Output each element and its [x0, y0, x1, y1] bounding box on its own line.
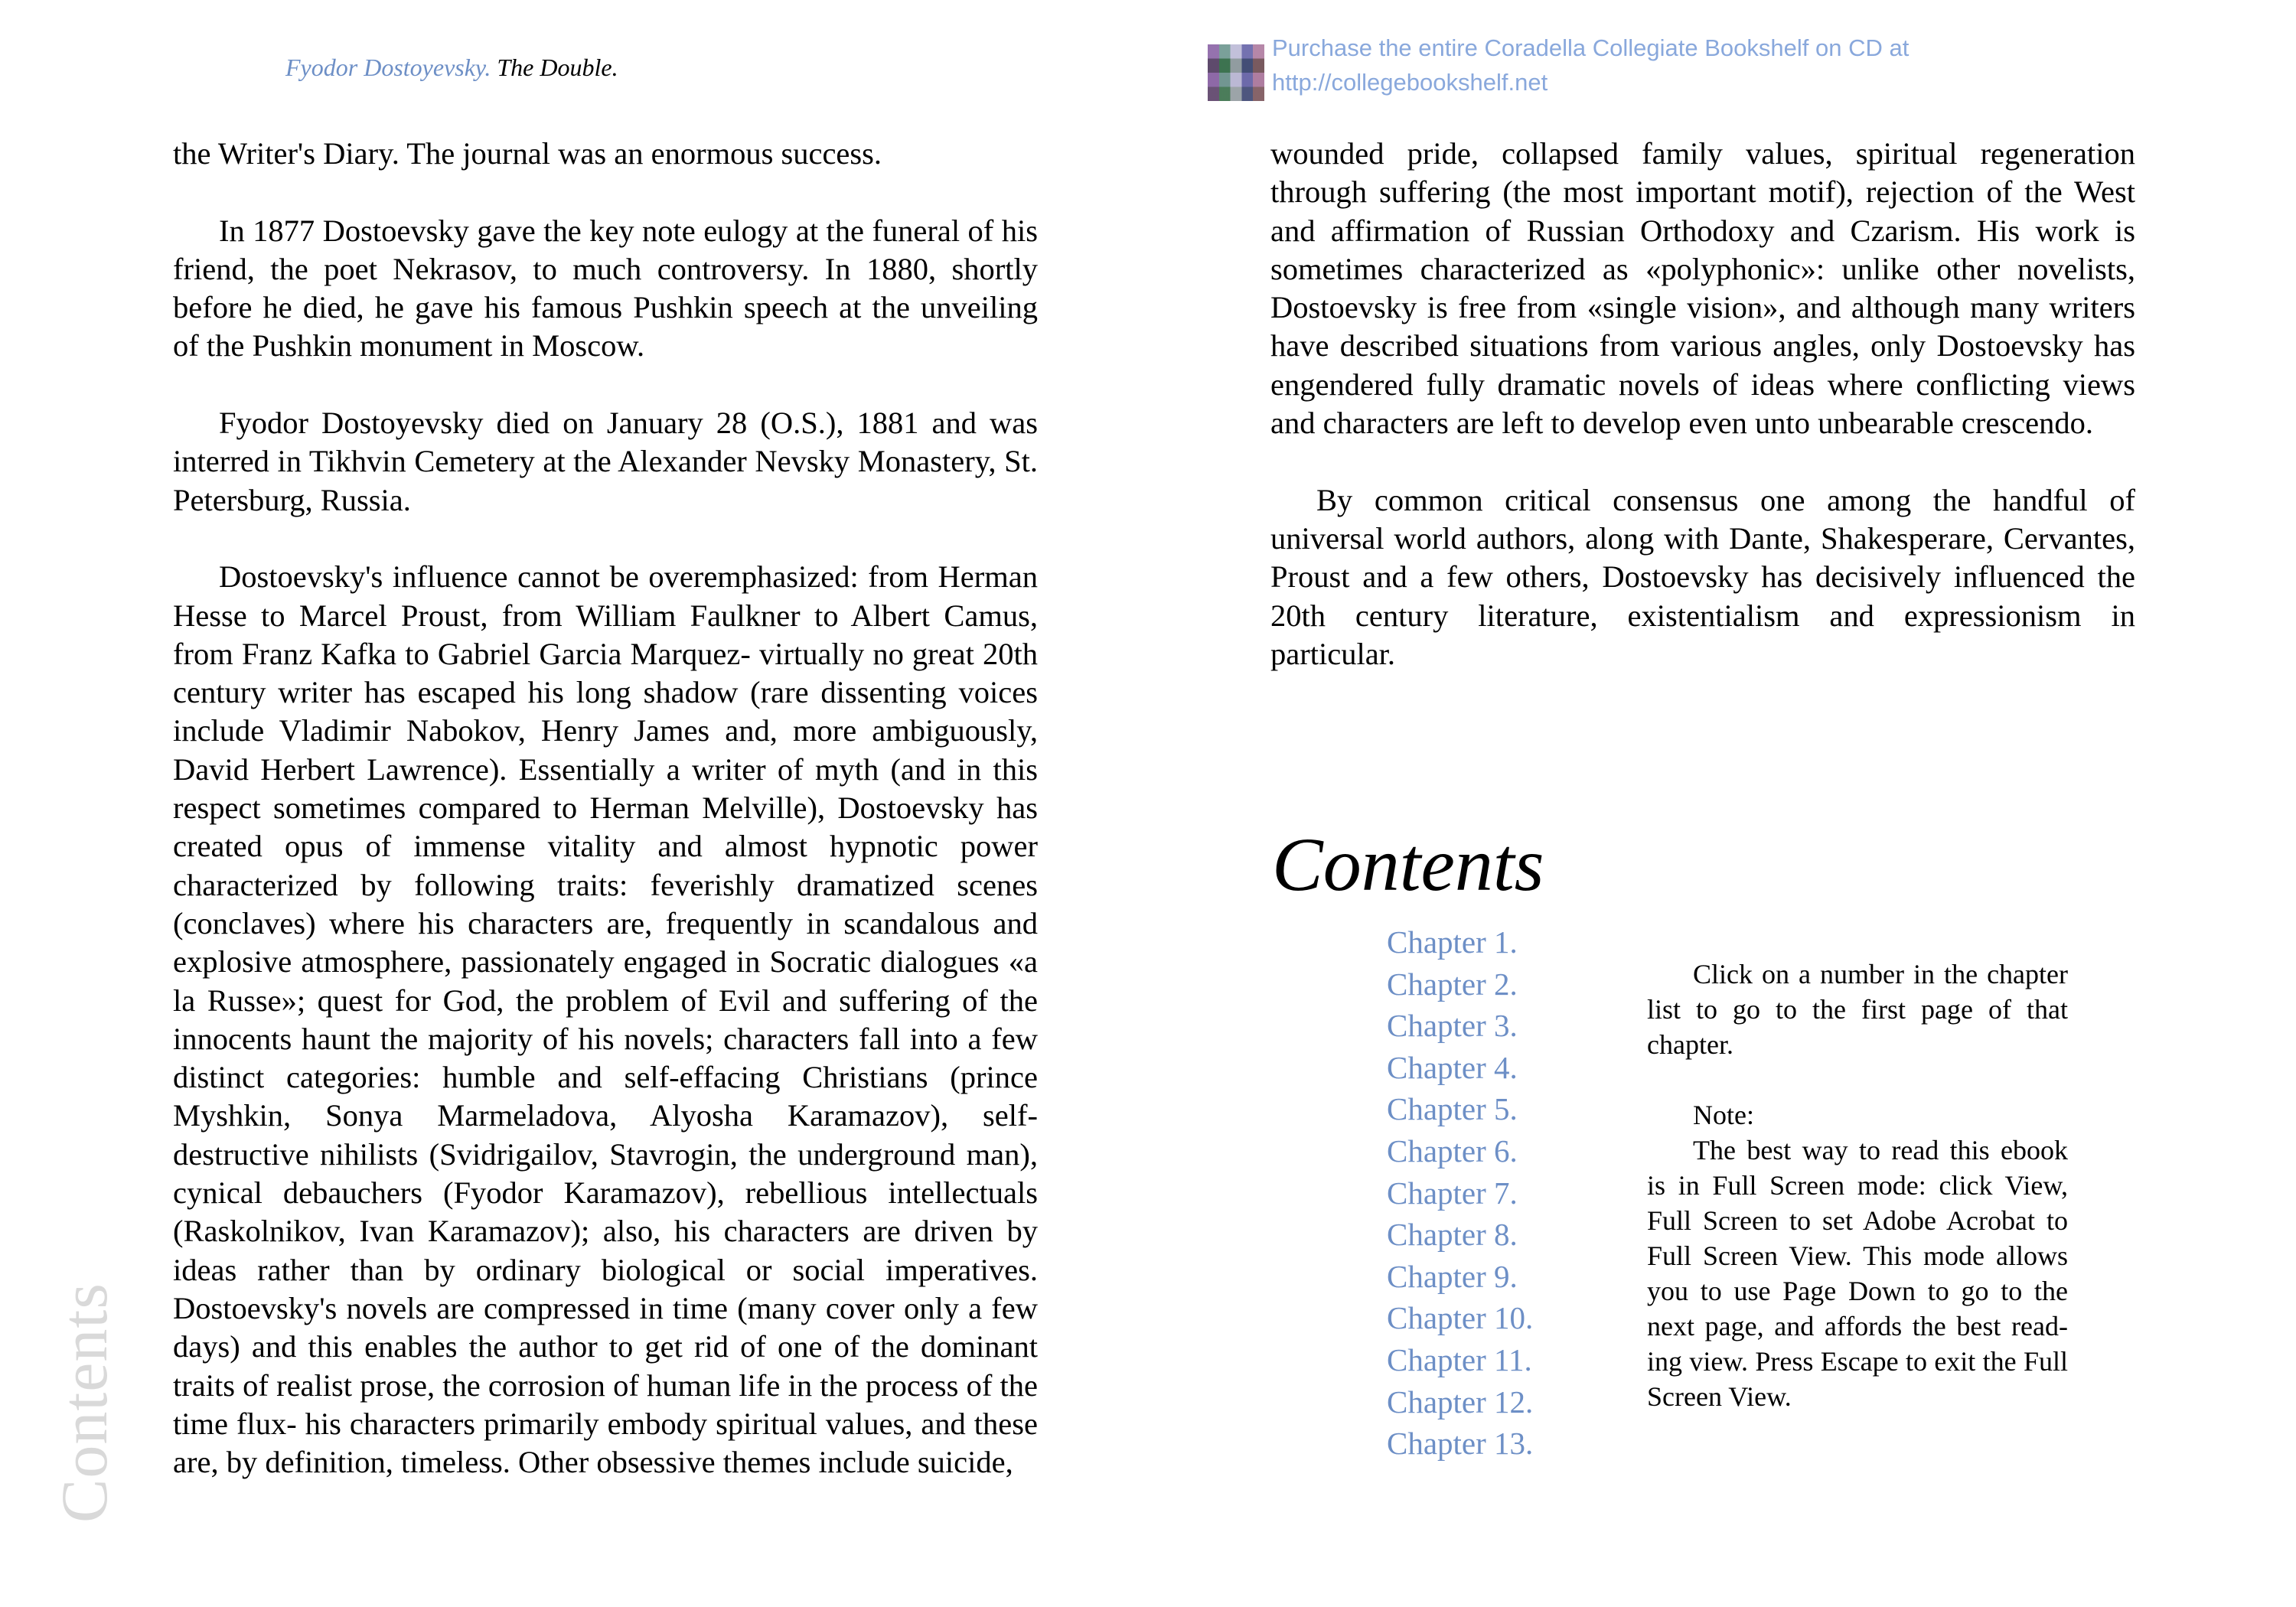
chapter-link-2[interactable]: Chapter 2.: [1387, 966, 1518, 1002]
chapter-link-7[interactable]: Chapter 7.: [1387, 1175, 1518, 1211]
note-label: Note:: [1693, 1100, 1754, 1130]
body-paragraph: Fyodor Dostoyevsky died on January 28 (O.S.), 1881 and was interred in Tikhvin Cemetery at the Alexander Nevsky Monastery, St. Petersburg, Russia.: [173, 406, 1038, 517]
promo-link[interactable]: http://collegebookshelf.net: [1272, 69, 1548, 96]
reading-instructions: [1647, 957, 2068, 1414]
chapter-link-5[interactable]: Chapter 5.: [1387, 1091, 1518, 1127]
body-paragraph: By common critical consensus one among the handful of universal world authors, along with Dante, Shakesperare, Cervantes, Proust and a few others, Dostoevsky has decisively influenced the 20th century literature, existentialism and expressionism in particular.: [1270, 482, 2135, 671]
chapter-link-10[interactable]: Chapter 10.: [1387, 1300, 1534, 1336]
chapter-link-9[interactable]: Chapter 9.: [1387, 1258, 1518, 1294]
note-text: The best way to read this ebook is in Full Screen mode: click View, Full Screen to set Adobe Acrobat to Full Screen View. This mode allows you to use Page Down to go to the next page, and affords the best reading view. Press Escape to exit the Full Screen View.: [1647, 1135, 2068, 1412]
running-header: [285, 54, 618, 82]
bookshelf-logo-icon: [1208, 44, 1264, 101]
body-paragraph: the Writer's Diary. The journal was an enormous success.: [173, 136, 882, 171]
promo-text[interactable]: Purchase the entire Coradella Collegiate Bookshelf on CD at: [1272, 34, 1910, 61]
body-paragraph: Dostoevsky's influence cannot be overemphasized: from Herman Hesse to Marcel Proust, from William Faulkner to Albert Camus, from Franz Kafka to Gabriel Garcia Marquez- virtually no great 20th century writer has escaped his long shadow (rare dissenting voices include Vladimir Nabokov, Henry James and, more ambiguously, David Herbert Lawrence). Essentially a writer of myth (and in this respect sometimes compared to Herman Melville), Dostoevsky has created opus of immense vitality and almost hypnotic power characterized by following traits: feverishly dramatized scenes (conclaves) where his characters are, frequently in scandalous and explosive atmosphere, passionately engaged in Socratic dialogues «a la Russe»; quest for God, the problem of Evil and suffering of the innocents haunt the majority of his novels; characters fall into a few distinct categories: humble and self-effacing Christians (prince Myshkin, Sonya Marmeladova, Alyosha Karamazov), self-destructive nihilists (Svidrigailov, Stavrogin, the underground man), cynical debauchers (Fyodor Karamazov), rebellious intellectuals (Raskolnikov, Ivan Karamazov); also, his characters are driven by ideas rather than by ordinary biological or social imperatives. Dostoevsky's novels are compressed in time (many cover only a few days) and this enables the author to get rid of one of the dominant traits of realist prose, the corrosion of human life in the process of the time flux- his characters primarily embody spiritual values, and these are, by definition, timeless. Other obsessive themes include suicide,: [173, 559, 1038, 1480]
right-page: [1148, 0, 2296, 1607]
chapter-link-11[interactable]: Chapter 11.: [1387, 1341, 1532, 1377]
promo-banner[interactable]: [1208, 31, 1909, 101]
left-body-text: [173, 135, 1038, 1482]
chapter-link-6[interactable]: Chapter 6.: [1387, 1133, 1518, 1169]
body-paragraph: In 1877 Dostoevsky gave the key note eulogy at the funeral of his friend, the poet Nekrasov, to much controversy. In 1880, shortly before he died, he gave his famous Pushkin speech at the unveiling of the Pushkin monument in Moscow.: [173, 213, 1038, 363]
chapter-link-4[interactable]: Chapter 4.: [1387, 1049, 1518, 1085]
chapter-link-12[interactable]: Chapter 12.: [1387, 1384, 1534, 1420]
header-author-link[interactable]: Fyodor Dostoyevsky.: [285, 54, 491, 81]
right-body-text: [1270, 135, 2135, 673]
chapter-link-13[interactable]: Chapter 13.: [1387, 1426, 1534, 1462]
instruction-text: Click on a number in the chapter list to go to the first page of that chapter.: [1647, 959, 2068, 1060]
body-paragraph: wounded pride, collapsed family values, spiritual regeneration through suffering (the most important motif), rejection of the West and affirmation of Russian Orthodoxy and Czarism. His work is sometimes characterized as «polyphonic»: unlike other novelists, Dostoevsky is free from «single vision», and although many writers have described situations from various angles, only Dostoevsky has engendered fully dramatic novels of ideas where conflicting views and characters are left to develop even unto unbearable crescendo.: [1270, 136, 2135, 441]
chapter-link-1[interactable]: Chapter 1.: [1387, 924, 1518, 960]
chapter-link-8[interactable]: Chapter 8.: [1387, 1217, 1518, 1253]
contents-heading: Contents: [1272, 822, 1544, 907]
header-book-title: The Double.: [497, 54, 618, 81]
side-contents-tab[interactable]: Contents: [47, 1283, 121, 1523]
chapter-link-3[interactable]: Chapter 3.: [1387, 1008, 1518, 1044]
chapter-list: [1387, 921, 1533, 1465]
